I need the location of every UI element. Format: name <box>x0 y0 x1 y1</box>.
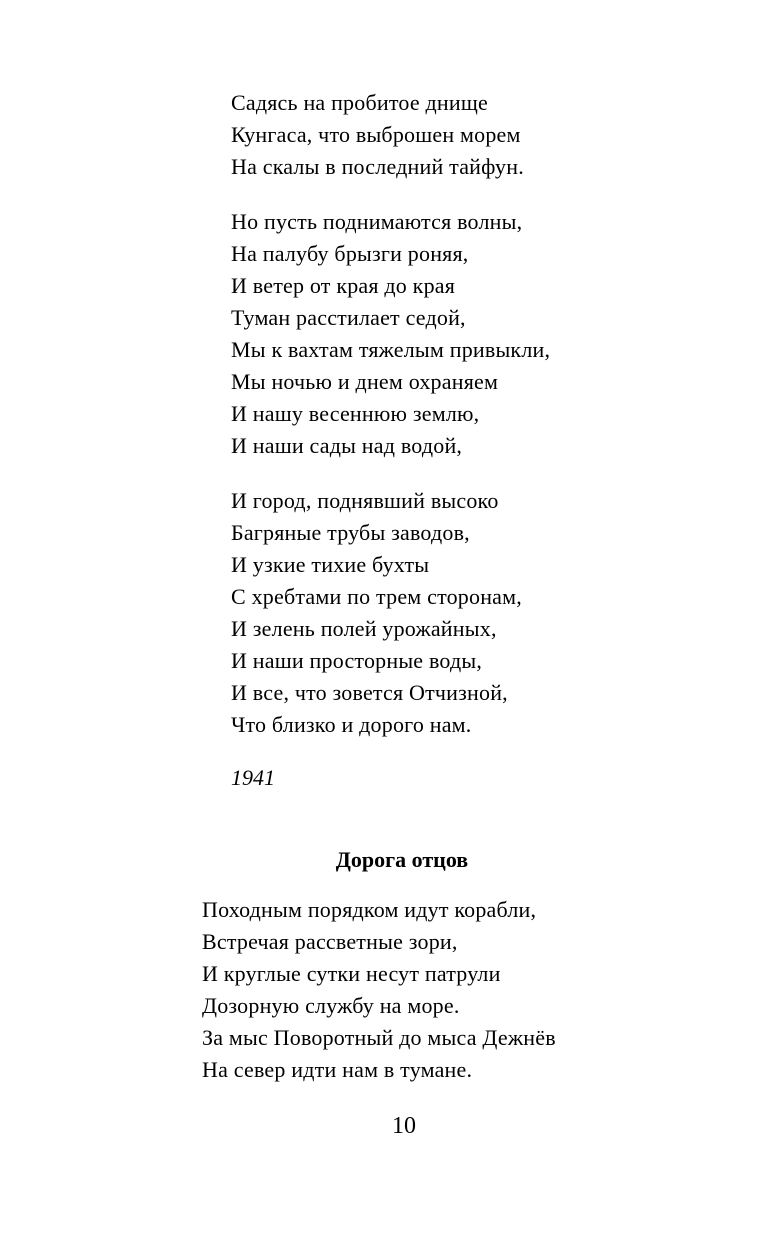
poem-line: Но пусть поднимаются волны, <box>231 209 523 234</box>
poem-line: За мыс Поворотный до мыса Дежнёв <box>202 1025 556 1050</box>
poem-line: Мы ночью и днем охраняем <box>231 369 499 394</box>
poem-line: Встречая рассветные зори, <box>202 929 458 954</box>
poem-line: Что близко и дорого нам. <box>231 712 472 737</box>
poem-title: Дорога отцов <box>335 847 469 872</box>
poem-line: И круглые сутки несут патрули <box>202 961 501 986</box>
poem-line: Садясь на пробитое днище <box>231 90 488 115</box>
poem-year: 1941 <box>231 765 275 790</box>
poem-line: Дозорную службу на море. <box>202 993 460 1018</box>
poem-line: И нашу весеннюю землю, <box>231 401 480 426</box>
poem-line: Походным порядком идут корабли, <box>202 897 537 922</box>
poem-line: И зелень полей урожайных, <box>231 616 497 641</box>
poem-line: На палубу брызги роняя, <box>231 241 469 266</box>
poem-line: И ветер от края до края <box>231 273 456 298</box>
poem-line: И наши просторные воды, <box>231 648 483 673</box>
poem-line: И наши сады над водой, <box>231 433 463 458</box>
poem-line: С хребтами по трем сторонам, <box>231 584 522 609</box>
poem-line: На скалы в последний тайфун. <box>231 154 524 179</box>
poem-line: Багряные трубы заводов, <box>231 520 470 545</box>
poem-line: Мы к вахтам тяжелым привыкли, <box>231 337 551 362</box>
poem-line: Кунгаса, что выброшен морем <box>231 122 521 147</box>
poem-line: И город, поднявший высоко <box>231 488 499 513</box>
poem-line: На север идти нам в тумане. <box>202 1057 473 1082</box>
poem-line: Туман расстилает седой, <box>231 305 466 330</box>
poem-line: И узкие тихие бухты <box>231 552 430 577</box>
page-number: 10 <box>392 1113 416 1139</box>
poem-line: И все, что зовется Отчизной, <box>231 680 508 705</box>
